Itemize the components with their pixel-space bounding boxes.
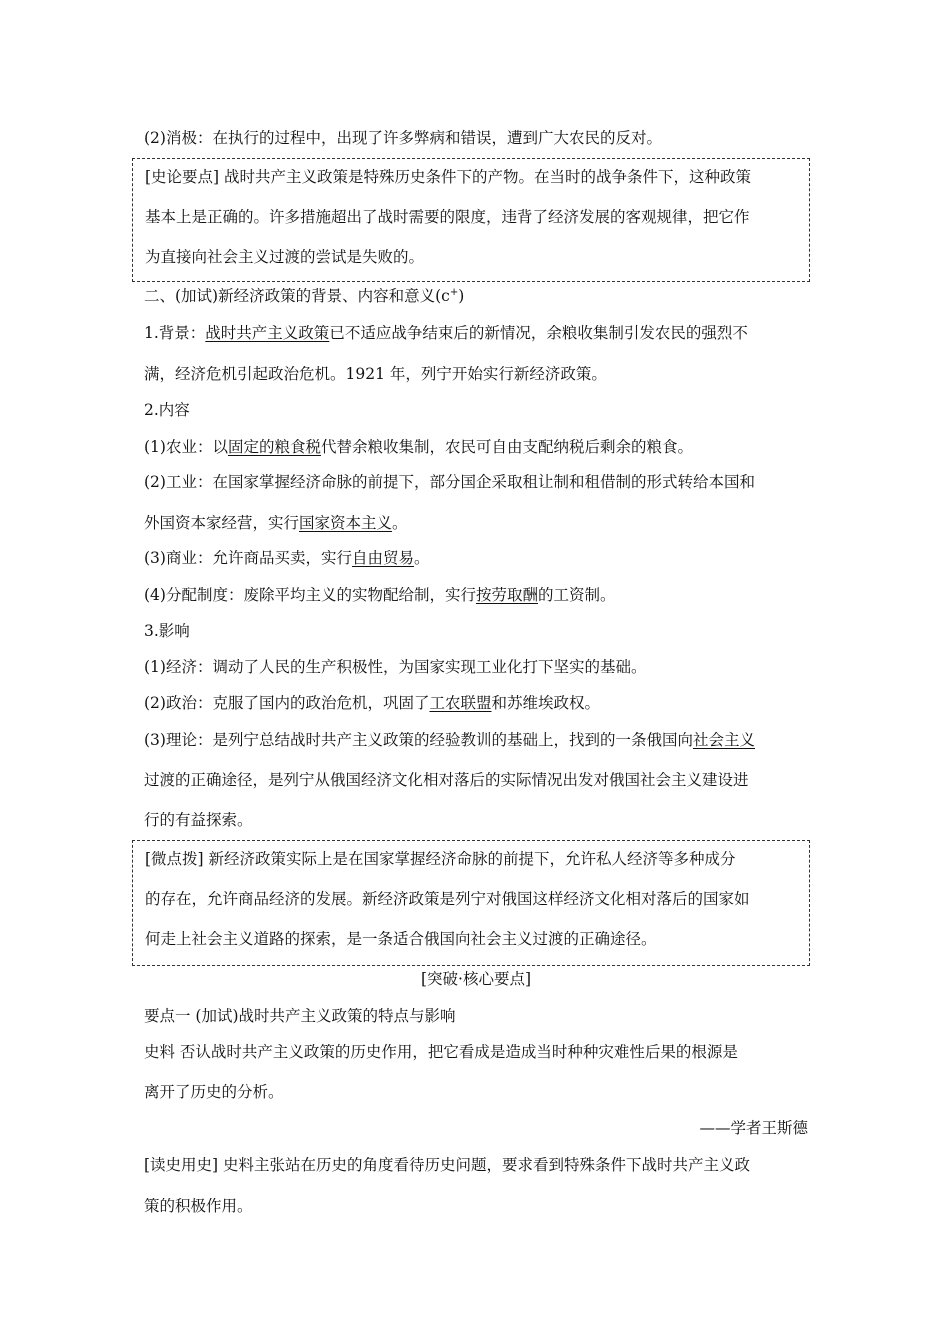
background-line-1: [144, 323, 808, 343]
commerce-text-a: (3)商业：允许商品买卖，实行: [144, 549, 352, 567]
source-line-2: 离开了历史的分析。: [144, 1083, 284, 1101]
source-author: ——学者王斯德: [699, 1119, 808, 1137]
section-two-title: 二、(加试)新经济政策的背景、内容和意义(c: [144, 287, 450, 305]
impact-theory-line-2: 过渡的正确途径，是列宁从俄国经济文化相对落后的实际情况出发对俄国社会主义建设进: [144, 771, 749, 789]
background-text: 已不适应战争结束后的新情况，余粮收集制引发农民的强烈不: [329, 324, 748, 342]
industry-key-term: 国家资本主义: [299, 514, 393, 532]
impact-politics: [144, 693, 808, 713]
agriculture-text-b: 代替余粮收集制，农民可自由支配纳税后剩余的粮食。: [320, 438, 693, 456]
section-two-sup: +: [449, 286, 459, 298]
commerce-text-b: 。: [413, 549, 430, 567]
key-point-one-heading: 要点一 (加试)战时共产主义政策的特点与影响: [144, 1007, 456, 1025]
micro-tip-box: [132, 840, 810, 966]
history-point-line-3: 为直接向社会主义过渡的尝试是失败的。: [145, 248, 425, 266]
distribution-text-b: 的工资制。: [537, 586, 616, 604]
micro-tip-line-2: 的存在，允许商品经济的发展。新经济政策是列宁对俄国这样经济文化相对落后的国家如: [145, 890, 750, 908]
section-two-close: ): [458, 287, 465, 305]
content-industry-line-1: (2)工业：在国家掌握经济命脉的前提下，部分国企采取租让制和租借制的形式转给本国和: [144, 473, 755, 491]
micro-tip-line-3: 何走上社会主义道路的探索，是一条适合俄国向社会主义过渡的正确途径。: [145, 930, 657, 948]
content-distribution: [144, 585, 808, 605]
background-line-2: 满，经济危机引起政治危机。1921 年，列宁开始实行新经济政策。: [144, 365, 607, 383]
commerce-key-term: 自由贸易: [351, 549, 414, 567]
agriculture-text-a: (1)农业：以: [144, 438, 228, 456]
theory-key-term: 社会主义: [692, 731, 755, 749]
read-history-line-2: 策的积极作用。: [144, 1197, 253, 1215]
read-history-line-1: [读史用史] 史料主张站在历史的角度看待历史问题，要求看到特殊条件下战时共产主义政: [144, 1156, 751, 1174]
distribution-text-a: (4)分配制度：废除平均主义的实物配给制，实行: [144, 586, 476, 604]
content-industry-line-2: [144, 513, 808, 533]
industry-text-a: 外国资本家经营，实行: [144, 514, 300, 532]
history-point-line-2: 基本上是正确的。许多措施超出了战时需要的限度，违背了经济发展的客观规律，把它作: [145, 208, 750, 226]
politics-key-term: 工农联盟: [429, 694, 492, 712]
micro-tip-line-1: [微点拨] 新经济政策实际上是在国家掌握经济命脉的前提下，允许私人经济等多种成分: [145, 850, 736, 868]
source-line-1: 史料 否认战时共产主义政策的历史作用，把它看成是造成当时种种灾难性后果的根源是: [144, 1043, 738, 1061]
content-commerce: [144, 548, 808, 568]
distribution-key-term: 按劳取酬: [475, 586, 538, 604]
impact-economy: (1)经济：调动了人民的生产积极性，为国家实现工业化打下坚实的基础。: [144, 658, 647, 676]
impact-heading: 3.影响: [144, 622, 190, 640]
impact-theory-line-3: 行的有益探索。: [144, 811, 253, 829]
agriculture-key-term: 固定的粮食税: [227, 438, 321, 456]
theory-text-a: (3)理论：是列宁总结战时共产主义政策的经验教训的基础上，找到的一条俄国向: [144, 731, 693, 749]
section-two-heading: [144, 286, 808, 306]
content-heading: 2.内容: [144, 401, 190, 419]
politics-text-a: (2)政治：克服了国内的政治危机，巩固了: [144, 694, 430, 712]
industry-text-b: 。: [392, 514, 408, 532]
background-key-term: 战时共产主义政策: [205, 324, 330, 342]
core-points-title: [突破·核心要点]: [420, 970, 532, 988]
politics-text-b: 和苏维埃政权。: [491, 694, 600, 712]
negative-effect-line: (2)消极：在执行的过程中，出现了许多弊病和错误，遭到广大农民的反对。: [144, 129, 662, 147]
background-label: 1.背景：: [144, 324, 206, 342]
history-point-box: [132, 158, 810, 282]
impact-theory-line-1: [144, 730, 808, 750]
history-point-line-1: [史论要点] 战时共产主义政策是特殊历史条件下的产物。在当时的战争条件下，这种政策: [145, 168, 752, 186]
content-agriculture: [144, 437, 808, 457]
